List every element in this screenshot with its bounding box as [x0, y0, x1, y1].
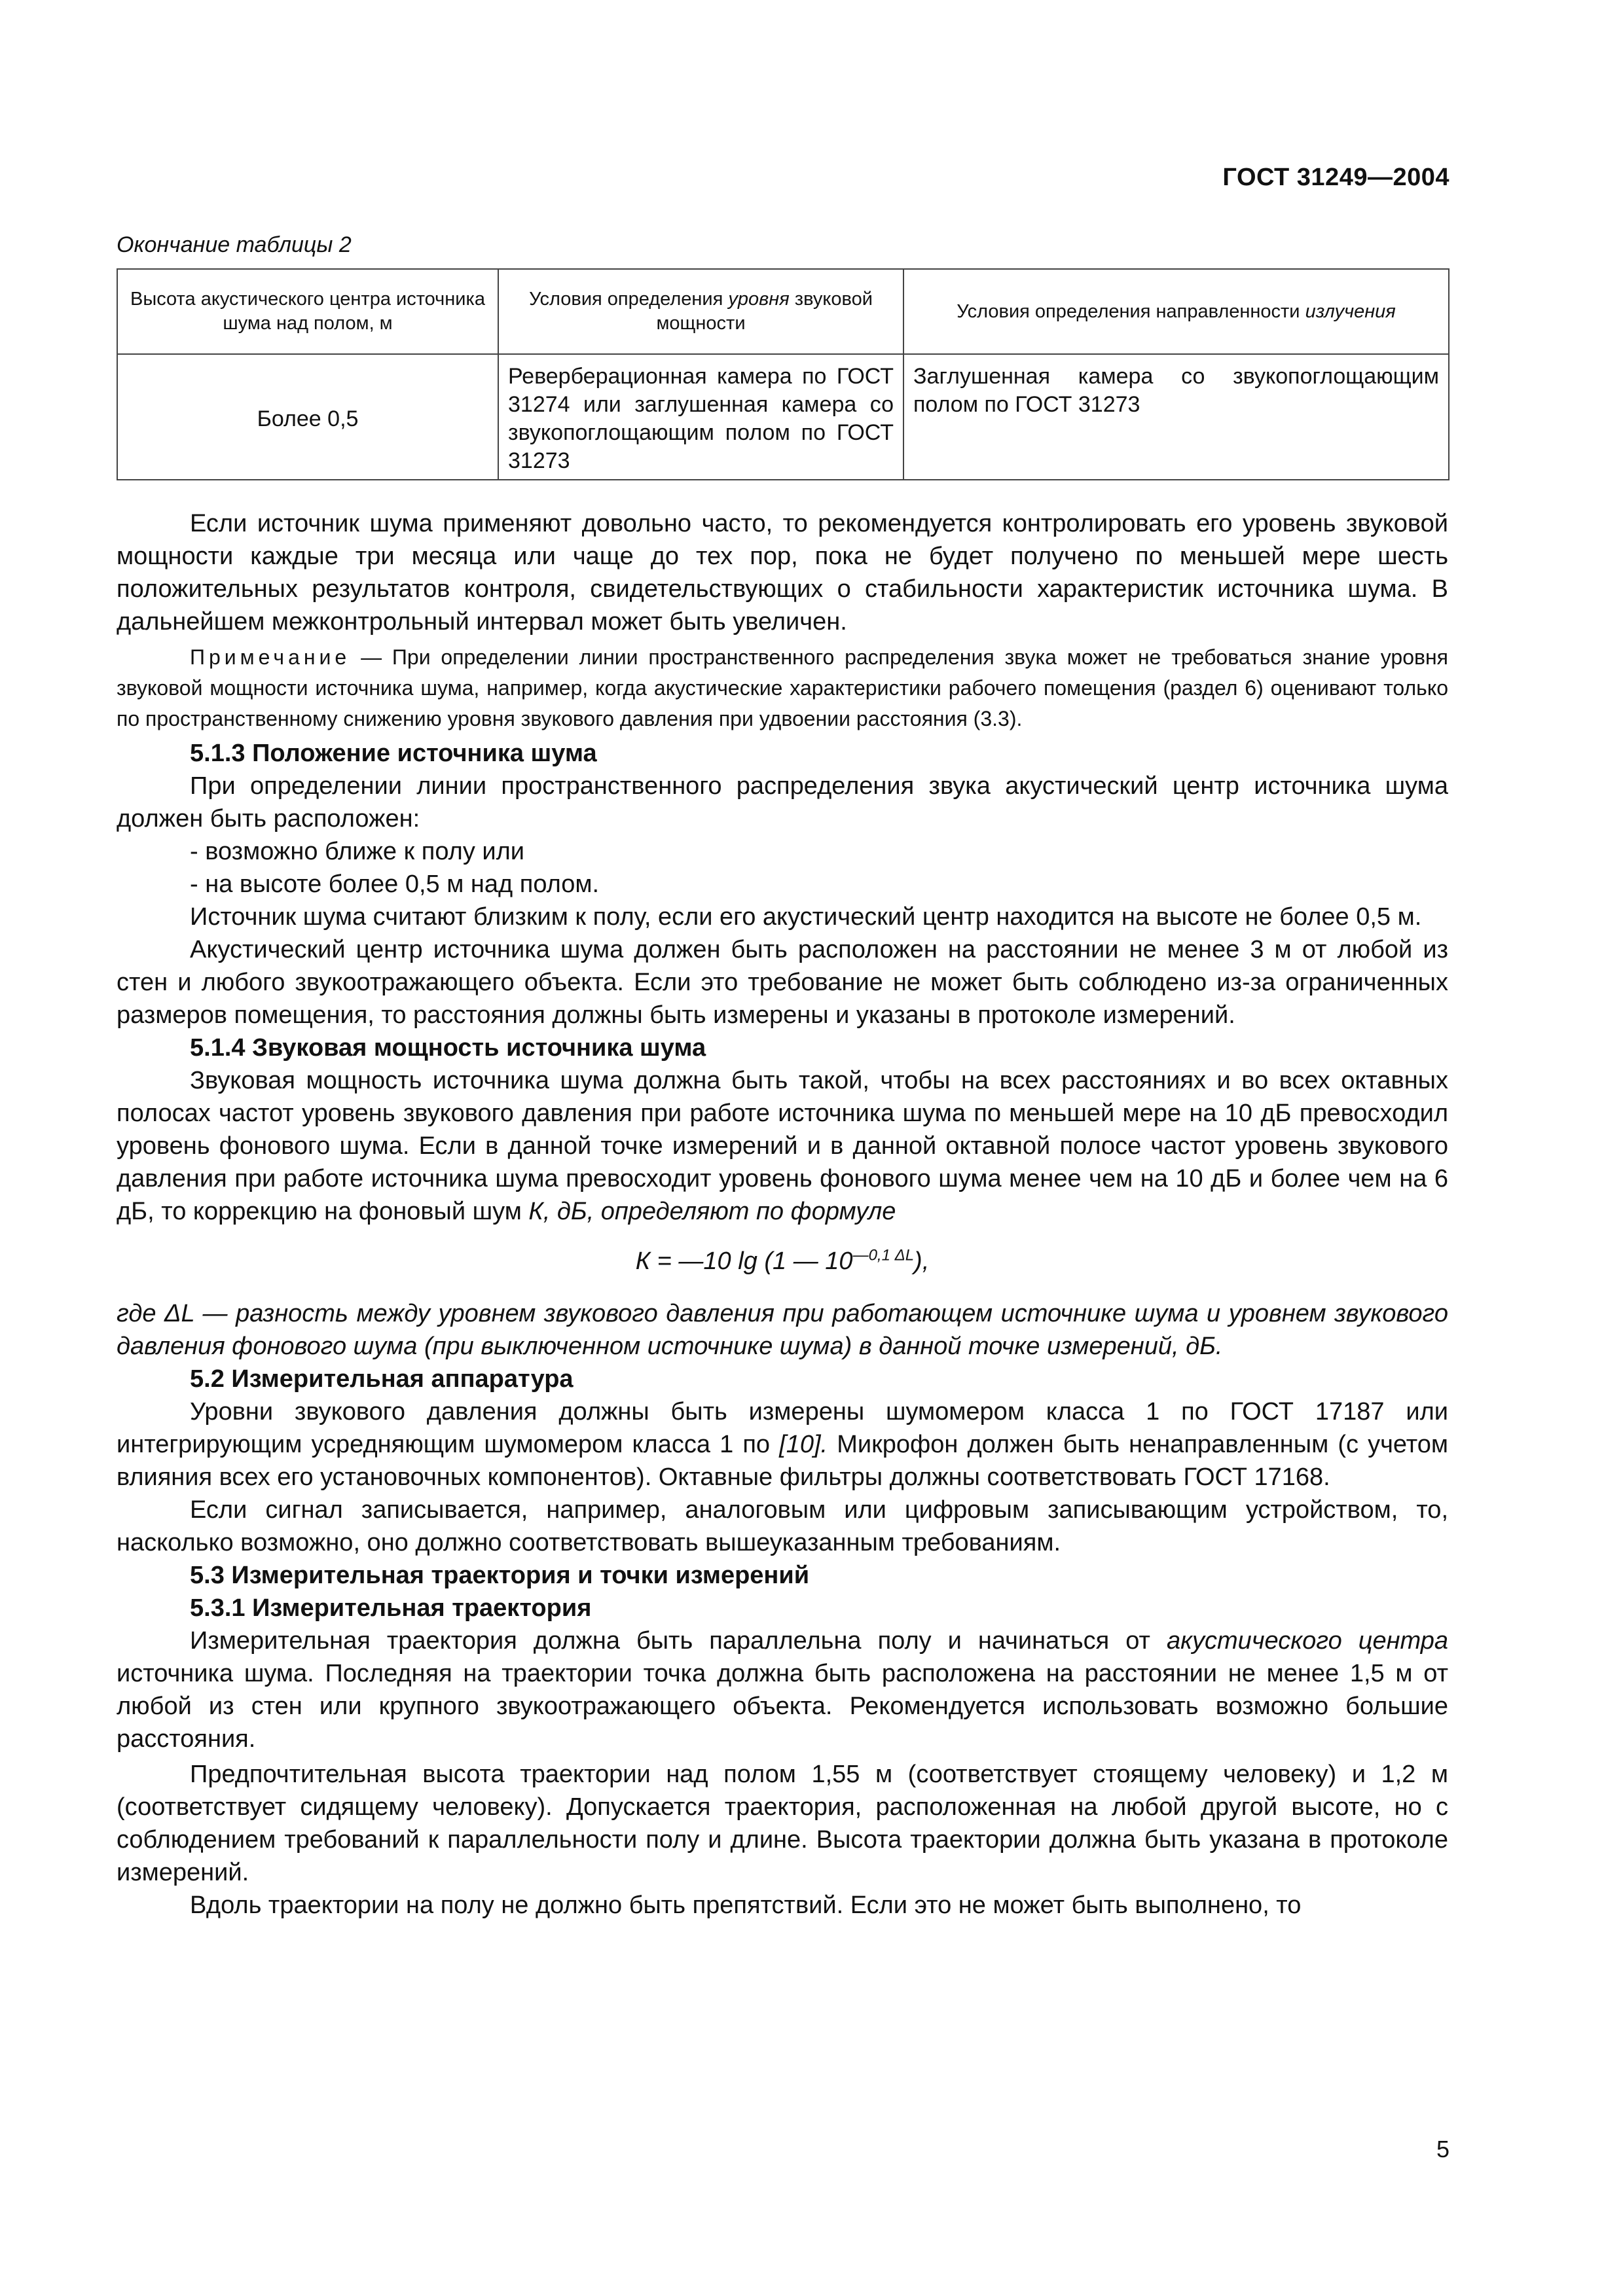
header-directivity-conditions: Условия определения направленности излучения: [903, 269, 1449, 354]
document-body: [117, 507, 1448, 1922]
heading-5-1-4: 5.1.4 Звуковая мощность источника шума: [190, 1034, 706, 1062]
heading-5-3: 5.3 Измерительная траектория и точки измерений: [190, 1562, 810, 1589]
formula-legend: где ΔL — разность между уровнем звукового давления при работающем источнике шума и уровнем звукового давления фонового шума (при выключенном источнике шума) в данной точке измерений, дБ.: [117, 1300, 1448, 1360]
note-text: — При определении линии пространственного распределения звука может не требоваться знание уровня звуковой мощности источника шума, например, когда акустические характеристики рабочего помещения (раздел 6) оценивают только по пространственному снижению уровня звукового давления при удвоении расстояния (3.3).: [117, 645, 1448, 730]
paragraph-5-2-b: Если сигнал записывается, например, аналоговым или цифровым записывающим устройством, то, насколько возможно, оно должно соответствовать вышеуказанным требованиям.: [117, 1496, 1448, 1556]
table-row: [117, 354, 1449, 480]
heading-5-2: 5.2 Измерительная аппаратура: [190, 1365, 574, 1393]
paragraph-5-3-1-a: Измерительная траектория должна быть параллельна полу и начинаться от акустического центра источника шума. Последняя на траектории точка должна быть расположена на расстоянии не менее 1,5 м от любой из стен или крупного звукоотражающего объекта. Рекомендуется использовать возможно большие расстояния.: [117, 1627, 1448, 1753]
cell-height: Более 0,5: [117, 354, 498, 480]
paragraph-5-3-1-b: Предпочтительная высота траектории над полом 1,55 м (соответствует стоящему человеку) и 1,2 м (соответствует сидящему человеку). Допускается траектория, расположенная на любой другой высоте, но с соблюдением требований к параллельности полу и длине. Высота траектории должна быть указана в протоколе измерений.: [117, 1761, 1448, 1886]
note: [117, 642, 1448, 734]
table-header-row: [117, 269, 1449, 354]
list-item: - на высоте более 0,5 м над полом.: [190, 870, 600, 898]
reference-link[interactable]: [10].: [779, 1431, 828, 1458]
page-number: 5: [1436, 2136, 1450, 2162]
heading-5-3-1: 5.3.1 Измерительная траектория: [190, 1594, 592, 1622]
document-id: ГОСТ 31249—2004: [1222, 164, 1450, 191]
table-caption: Окончание таблицы 2: [117, 232, 352, 257]
table-2: [117, 268, 1450, 480]
header-source-height: Высота акустического центра источника шума над полом, м: [117, 269, 498, 354]
paragraph-5-1-3-b: Источник шума считают близким к полу, если его акустический центр находится на высоте не более 0,5 м.: [190, 903, 1422, 931]
paragraph-5-3-1-c: Вдоль траектории на полу не должно быть препятствий. Если это не может быть выполнено, то: [190, 1892, 1302, 1919]
paragraph-5-2-a: Уровни звукового давления должны быть измерены шумомером класса 1 по ГОСТ 17187 или интегрирующим усредняющим шумомером класса 1 по [10]. Микрофон должен быть ненаправленным (с учетом влияния всех его установочных компонентов). Октавные фильтры должны соответствовать ГОСТ 17168.: [117, 1398, 1448, 1491]
heading-5-1-3: 5.1.3 Положение источника шума: [190, 740, 597, 767]
cell-power-conditions: Реверберационная камера по ГОСТ 31274 или заглушенная камера со звукопоглощающим полом по ГОСТ 31273: [498, 354, 903, 480]
cell-directivity-conditions: Заглушенная камера со звукопоглощающим полом по ГОСТ 31273: [903, 354, 1449, 480]
list-item: - возможно ближе к полу или: [190, 838, 525, 865]
header-power-conditions: Условия определения уровня звуковой мощности: [498, 269, 903, 354]
paragraph-5-1-3-a: При определении линии пространственного распределения звука акустический центр источника шума должен быть расположен:: [117, 772, 1448, 833]
paragraph-5-1-4: Звуковая мощность источника шума должна быть такой, чтобы на всех расстояниях и во всех октавных полосах частот уровень звукового давления при работе источника шума по меньшей мере на 10 дБ превосходил уровень фонового шума. Если в данной точке измерений и в данной октавной полосе частот уровень звукового давления при работе источника шума превосходит уровень фонового шума менее чем на 10 дБ и более чем на 6 дБ, то коррекцию на фоновый шум К, дБ, определяют по формуле: [117, 1067, 1448, 1225]
paragraph-5-1-3-c: Акустический центр источника шума должен быть расположен на расстоянии не менее 3 м от любой из стен и любого звукоотражающего объекта. Если это требование не может быть соблюдено из-за ограниченных размеров помещения, то расстояния должны быть измерены и указаны в протоколе измерений.: [117, 936, 1448, 1029]
note-label: Примечание: [190, 645, 351, 669]
formula-background-correction: К = —10 lg (1 — $10^{—0,1 \Delta L}$),: [635, 1246, 930, 1275]
paragraph-monitoring: Если источник шума применяют довольно часто, то рекомендуется контролировать его уровень звуковой мощности каждые три месяца или чаще до тех пор, пока не будет получено по меньшей мере шесть положительных результатов контроля, свидетельствующих о стабильности характеристик источника шума. В дальнейшем межконтрольный интервал может быть увеличен.: [117, 510, 1448, 636]
